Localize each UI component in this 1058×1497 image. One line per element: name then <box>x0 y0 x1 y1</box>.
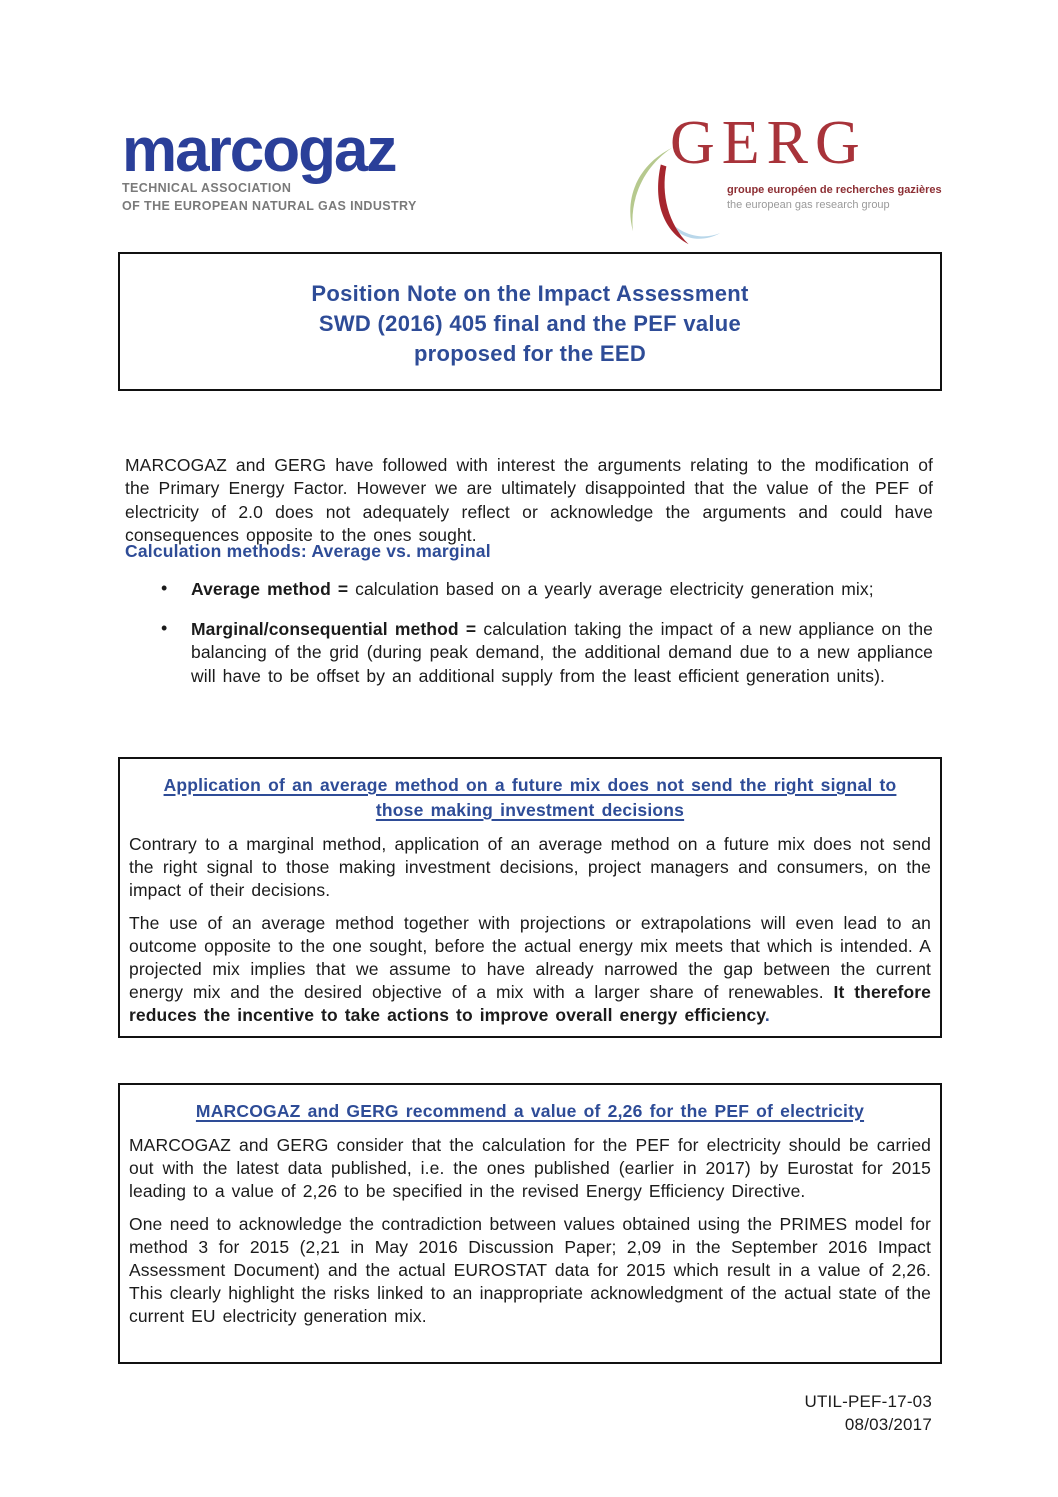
marcogaz-wordmark: marcogaz <box>122 116 396 185</box>
document-title-line-3: proposed for the EED <box>413 341 647 366</box>
bullet-term: Marginal/consequential method = <box>191 618 477 639</box>
note-paragraph: One need to acknowledge the contradiction between values obtained using the PRIMES model for method 3 for 2015 (2,21 in May 2016 Discussion Paper; 2,09 in the September 2016 Impact Assessment Document) and the actual EUROSTAT data for 2015 which result in a value of 2,26. This clearly highlight the risks linked to an inappropriate acknowledgment of the actual state of the current EU electricity generation mix. <box>129 1214 931 1326</box>
gerg-subtitle-english: the european gas research group <box>727 199 890 211</box>
note-paragraph: Contrary to a marginal method, application of an average method on a future mix does not send the right signal to those making investment decisions, project managers and consumers, on the impact of their decisions. <box>129 834 931 900</box>
marcogaz-logo <box>122 116 417 214</box>
document-title-line-2: SWD (2016) 405 final and the PEF value <box>318 311 742 336</box>
note-box-heading: Application of an average method on a future mix does not send the right signal to those making investment decisions <box>163 775 897 820</box>
bullet-text: calculation taking the impact of a new appliance on the balancing of the grid (during peak demand, the additional demand due to a new appliance will have to be offset by an additional supply from the least efficient generation units). <box>191 618 933 686</box>
bullet-item-average-method <box>125 578 933 602</box>
note-box-average-method <box>118 757 942 1038</box>
note-paragraph: MARCOGAZ and GERG consider that the calculation for the PEF for electricity should be carried out with the latest data published, i.e. the ones published (earlier in 2017) by Eurostat for 2015 leading to a value of 2,26 to be specified in the revised Energy Efficiency Directive. <box>129 1135 931 1201</box>
marcogaz-tagline-line1: TECHNICAL ASSOCIATION <box>122 181 292 195</box>
note-box-heading: MARCOGAZ and GERG recommend a value of 2,26 for the PEF of electricity <box>195 1101 865 1121</box>
footer-date: 08/03/2017 <box>844 1414 932 1434</box>
note-paragraph-bold-text: It therefore reduces the incentive to take actions to improve overall energy efficiency <box>129 981 931 1025</box>
bullet-list <box>125 578 933 704</box>
note-box-recommendation <box>118 1083 942 1364</box>
title-box <box>118 252 942 391</box>
note-paragraph-period: . <box>764 1004 770 1025</box>
bullet-item-marginal-method <box>125 618 933 689</box>
bullet-term: Average method = <box>191 579 349 599</box>
note-paragraph <box>129 912 931 1026</box>
calculation-methods-heading: Calculation methods: Average vs. marginal <box>125 541 491 561</box>
footer-reference: UTIL-PEF-17-03 <box>804 1392 932 1411</box>
document-title-line-1: Position Note on the Impact Assessment <box>311 281 749 306</box>
gerg-logo <box>620 110 940 250</box>
gerg-subtitle-french: groupe européen de recherches gazières <box>727 184 942 196</box>
marcogaz-tagline-line2: OF THE EUROPEAN NATURAL GAS INDUSTRY <box>122 199 417 213</box>
bullet-text: calculation based on a yearly average electricity generation mix; <box>355 579 874 599</box>
gerg-wordmark: GERG <box>670 109 867 177</box>
document-footer <box>804 1391 932 1436</box>
intro-paragraph: MARCOGAZ and GERG have followed with interest the arguments relating to the modification of the Primary Energy Factor. However we are ultimately disappointed that the value of the PEF of electricity of 2.0 does not adequately reflect or acknowledge the arguments and could have consequences opposite to the ones sought. <box>125 454 933 545</box>
note-paragraph-normal-text: The use of an average method together with projections or extrapolations will even lead to an outcome opposite to the one sought, before the actual energy mix meets that which is intended. A projected mix implies that we assume to have already narrowed the gap between the current energy mix and the desired objective of a mix with a larger share of renewables. <box>129 913 931 1002</box>
